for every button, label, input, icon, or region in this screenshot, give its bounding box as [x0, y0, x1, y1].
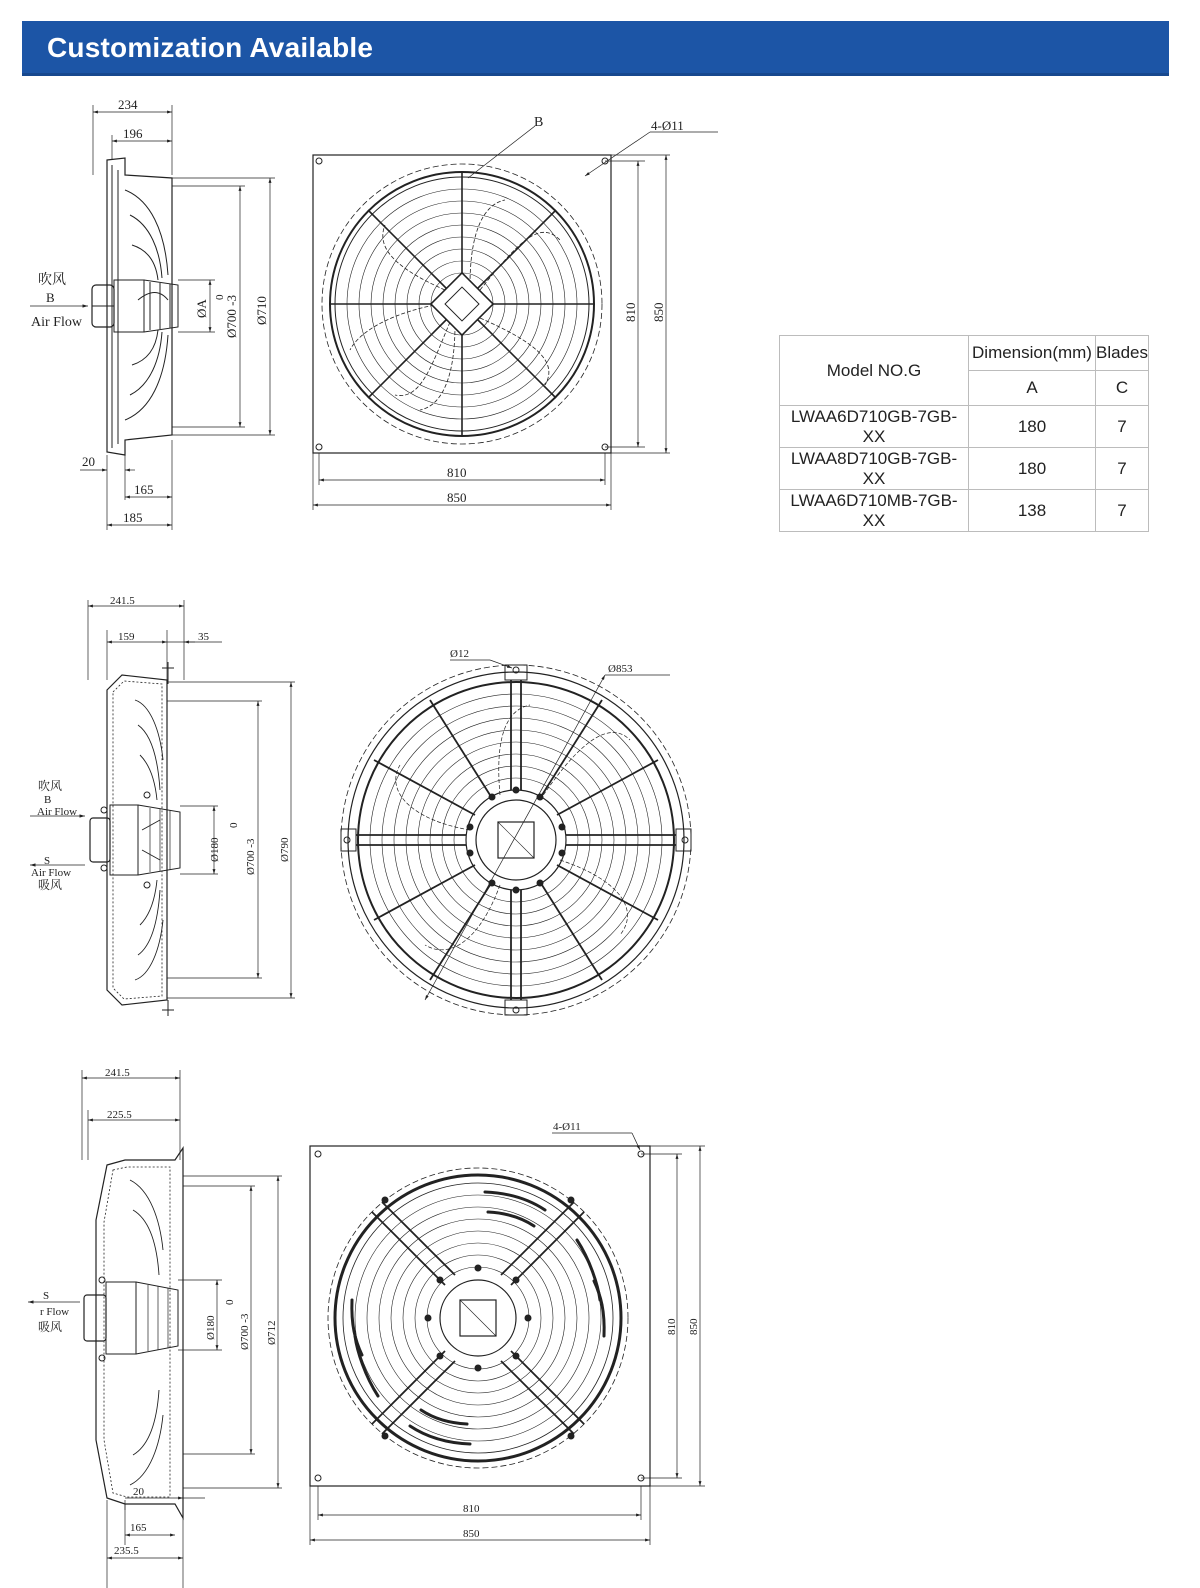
dim-dia-700: Ø700 -3: [239, 1313, 251, 1350]
blow-letter: B: [44, 794, 52, 806]
dim-165: 165: [130, 1522, 147, 1534]
dim-159: 159: [118, 631, 135, 643]
dim-tol-0: 0: [214, 294, 226, 300]
airflow-cn: 吹风: [38, 273, 66, 288]
dim-235-5: 235.5: [114, 1545, 139, 1557]
dim-dia-a: ØA: [194, 299, 209, 318]
header-model: Model NO.G: [780, 336, 969, 406]
dim-850-v: 850: [651, 302, 666, 322]
dim-810-h: 810: [447, 465, 467, 480]
blow-en: Air Flow: [37, 806, 78, 818]
row-1-a: 180: [969, 406, 1096, 448]
dim-dia-700: Ø700 -3: [224, 295, 239, 338]
dim-850-h: 850: [447, 490, 467, 505]
dim-241-5: 241.5: [105, 1067, 130, 1079]
row-2-a: 180: [969, 448, 1096, 490]
dim-196: 196: [123, 126, 143, 141]
suck-letter: S: [43, 1290, 50, 1302]
blow-cn: 吹风: [38, 779, 63, 793]
label-dia-853: Ø853: [608, 663, 633, 675]
dim-dia-700: Ø700 -3: [245, 838, 257, 875]
dim-dia-790: Ø790: [279, 837, 291, 862]
dim-tol-0: 0: [228, 822, 240, 828]
dim-234: 234: [118, 97, 138, 112]
drawing2-front-labels: [450, 648, 633, 675]
airflow-en: Air Flow: [31, 315, 82, 330]
drawing2-front-view: [341, 660, 691, 1015]
header-sub-c: C: [1096, 371, 1149, 406]
suck-cn: 吸风: [38, 1320, 63, 1334]
dim-35: 35: [198, 631, 209, 643]
header-sub-a: A: [969, 371, 1096, 406]
row-2-c: 7: [1096, 448, 1149, 490]
row-3-a: 138: [969, 490, 1096, 532]
dim-dia-180: Ø180: [209, 837, 221, 862]
row-3-c: 7: [1096, 490, 1149, 532]
suck-letter: S: [44, 855, 51, 867]
dim-850-v: 850: [688, 1318, 700, 1335]
page-title: Customization Available: [47, 32, 374, 63]
dim-dia-180: Ø180: [205, 1315, 217, 1340]
suck-cn: 吸风: [38, 878, 63, 892]
label-b: B: [534, 115, 544, 130]
dim-tol-0: 0: [224, 1299, 236, 1305]
drawing3-front-view: [310, 1133, 705, 1545]
dim-810-v: 810: [623, 302, 638, 322]
airflow-letter: B: [46, 290, 55, 305]
dim-20: 20: [133, 1486, 144, 1498]
header-blades: Blades: [1096, 336, 1149, 371]
dim-810-v: 810: [666, 1318, 678, 1335]
dim-241-5: 241.5: [110, 595, 135, 607]
dim-dia-712: Ø712: [266, 1320, 278, 1345]
label-hole-12: Ø12: [450, 648, 469, 660]
dim-810-h: 810: [463, 1503, 480, 1515]
dim-20: 20: [82, 454, 95, 469]
suck-en: r Flow: [40, 1306, 70, 1318]
row-3-model: LWAA6D710MB-7GB-XX: [780, 490, 969, 532]
dim-185: 185: [123, 510, 143, 525]
dim-225-5: 225.5: [107, 1109, 132, 1121]
suck-en: Air Flow: [31, 867, 72, 879]
row-1-c: 7: [1096, 406, 1149, 448]
label-holes: 4-Ø11: [651, 118, 684, 133]
row-1-model: LWAA6D710GB-7GB-XX: [780, 406, 969, 448]
header-dimension: Dimension(mm): [969, 336, 1096, 371]
dim-850-h: 850: [463, 1528, 480, 1540]
row-2-model: LWAA8D710GB-7GB-XX: [780, 448, 969, 490]
label-holes: 4-Ø11: [553, 1121, 581, 1133]
dim-165: 165: [134, 482, 154, 497]
dim-dia-710: Ø710: [254, 296, 269, 325]
